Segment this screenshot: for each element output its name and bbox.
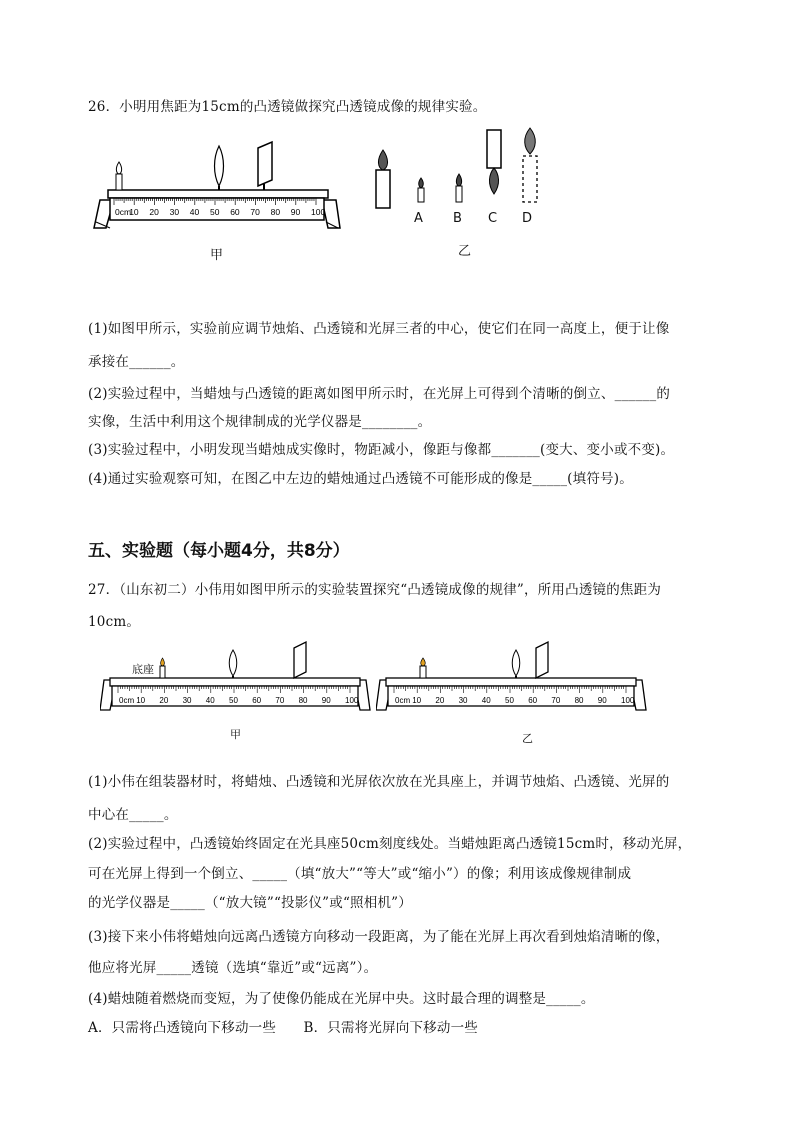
q27-yi-tick-label: 30 bbox=[458, 696, 468, 705]
q27-jia-tick-label: 20 bbox=[159, 696, 169, 705]
q26-tick-label: 20 bbox=[149, 207, 159, 217]
q27-figure-jia-caption: 甲 bbox=[230, 728, 241, 741]
q27-part2-line1: (2)实验过程中，凸透镜始终固定在光具座50cm刻度线处。当蜡烛距离凸透镜15cm时，移动光屏， bbox=[88, 836, 692, 852]
q26-option-a: A bbox=[414, 211, 423, 226]
q27-jia-tick-label: 50 bbox=[229, 696, 238, 705]
q27-yi-tick-label: 10 bbox=[412, 696, 422, 705]
q26-figure-jia-caption: 甲 bbox=[210, 248, 224, 263]
q26-part2-line2: 实像，生活中利用这个规律制成的光学仪器是________。 bbox=[88, 414, 432, 430]
q27-part3-line2: 他应将光屏_____透镜（选填“靠近”或“远离”）。 bbox=[88, 960, 378, 976]
q27-yi-tick-label: 20 bbox=[435, 696, 445, 705]
q27-jia-tick-label: 70 bbox=[275, 696, 285, 705]
q27-yi-tick-label: 90 bbox=[597, 696, 607, 705]
q27-yi-tick-label: 40 bbox=[481, 696, 491, 705]
q26-tick-label: 50 bbox=[210, 207, 220, 217]
q26-figure-yi-caption: 乙 bbox=[458, 244, 472, 259]
q27-jia-tick-label: 90 bbox=[321, 696, 331, 705]
q27-stem-line2: 10cm。 bbox=[88, 614, 141, 630]
q27-stem-line1: 27．（山东初二）小伟用如图甲所示的实验装置探究“凸透镜成像的规律”，所用凸透镜的焦距为 bbox=[88, 582, 662, 598]
q26-part2-line1: (2)实验过程中，当蜡烛与凸透镜的距离如图甲所示时，在光屏上可得到个清晰的倒立、______的 bbox=[88, 386, 671, 402]
q26-tick-label: 0cm bbox=[115, 207, 132, 217]
q27-part2-line3: 的光学仪器是_____（“放大镜”“投影仪”或“照相机”） bbox=[88, 895, 412, 911]
q26-part1-line1: (1)如图甲所示，实验前应调节烛焰、凸透镜和光屏三者的中心，使它们在同一高度上，便于让像 bbox=[88, 321, 670, 337]
q27-part1-line1: (1)小伟在组装器材时，将蜡烛、凸透镜和光屏依次放在光具座上，并调节烛焰、凸透镜、光屏的 bbox=[88, 774, 670, 790]
q27-options: A．只需将凸透镜向下移动一些 B．只需将光屏向下移动一些 bbox=[88, 1020, 478, 1036]
q26-tick-label: 10 bbox=[129, 207, 139, 217]
q27-figure-yi-caption: 乙 bbox=[522, 732, 533, 745]
q26-tick-label: 70 bbox=[250, 207, 260, 217]
q27-yi-tick-label: 100 bbox=[621, 696, 635, 705]
q27-yi-tick-label: 0cm bbox=[395, 696, 411, 705]
q26-tick-label: 40 bbox=[189, 207, 200, 217]
q27-jia-tick-label: 0cm bbox=[119, 696, 135, 705]
q27-part2-line2: 可在光屏上得到一个倒立、_____（填“放大”“等大”或“缩小”）的像；利用该成像规律制成 bbox=[88, 866, 632, 882]
q27-yi-tick-label: 60 bbox=[528, 696, 538, 705]
q26-part4: (4)通过实验观察可知，在图乙中左边的蜡烛通过凸透镜不可能形成的像是_____(填符号)。 bbox=[88, 471, 633, 487]
q26-figure-yi bbox=[370, 124, 550, 224]
q27-part4: (4)蜡烛随着燃烧而变短，为了使像仍能成在光屏中央。这时最合理的调整是_____。 bbox=[88, 991, 595, 1007]
q26-option-c: C bbox=[488, 211, 498, 226]
q27-part1-line2: 中心在_____。 bbox=[88, 807, 178, 823]
q26-tick-label: 90 bbox=[290, 207, 301, 217]
q27-part3-line1: (3)接下来小伟将蜡烛向远离凸透镜方向移动一段距离，为了能在光屏上再次看到烛焰清晰的像， bbox=[88, 929, 670, 945]
q26-tick-label: 60 bbox=[230, 207, 240, 217]
q27-jia-tick-label: 100 bbox=[345, 696, 359, 705]
q27-jia-tick-label: 10 bbox=[136, 696, 146, 705]
q26-part3: (3)实验过程中，小明发现当蜡烛成实像时，物距减小，像距与像都_______(变大、变小或不变)。 bbox=[88, 442, 675, 458]
q27-yi-tick-label: 70 bbox=[551, 696, 561, 705]
q27-jia-tick-label: 40 bbox=[205, 696, 215, 705]
q26-option-d: D bbox=[522, 211, 533, 226]
q27-yi-tick-label: 80 bbox=[574, 696, 584, 705]
q27-jia-tick-label: 60 bbox=[252, 696, 262, 705]
q26-option-b: B bbox=[453, 211, 462, 226]
q27-yi-tick-label: 50 bbox=[505, 696, 514, 705]
q27-jia-tick-label: 30 bbox=[182, 696, 192, 705]
q26-tick-label: 30 bbox=[169, 207, 180, 217]
q26-stem: 26．小明用焦距为15cm的凸透镜做探究凸透镜成像的规律实验。 bbox=[88, 99, 487, 115]
q26-figure-jia bbox=[92, 128, 342, 238]
q27-figure-yi bbox=[376, 632, 648, 714]
q27-jia-tick-label: 80 bbox=[298, 696, 308, 705]
q26-part1-line2: 承接在______。 bbox=[88, 354, 185, 370]
q26-tick-label: 100 bbox=[311, 207, 326, 217]
section-five-heading: 五、实验题（每小题4分，共8分） bbox=[88, 541, 350, 561]
q26-tick-label: 80 bbox=[270, 207, 281, 217]
q27-base-label: 底座 bbox=[132, 663, 154, 676]
